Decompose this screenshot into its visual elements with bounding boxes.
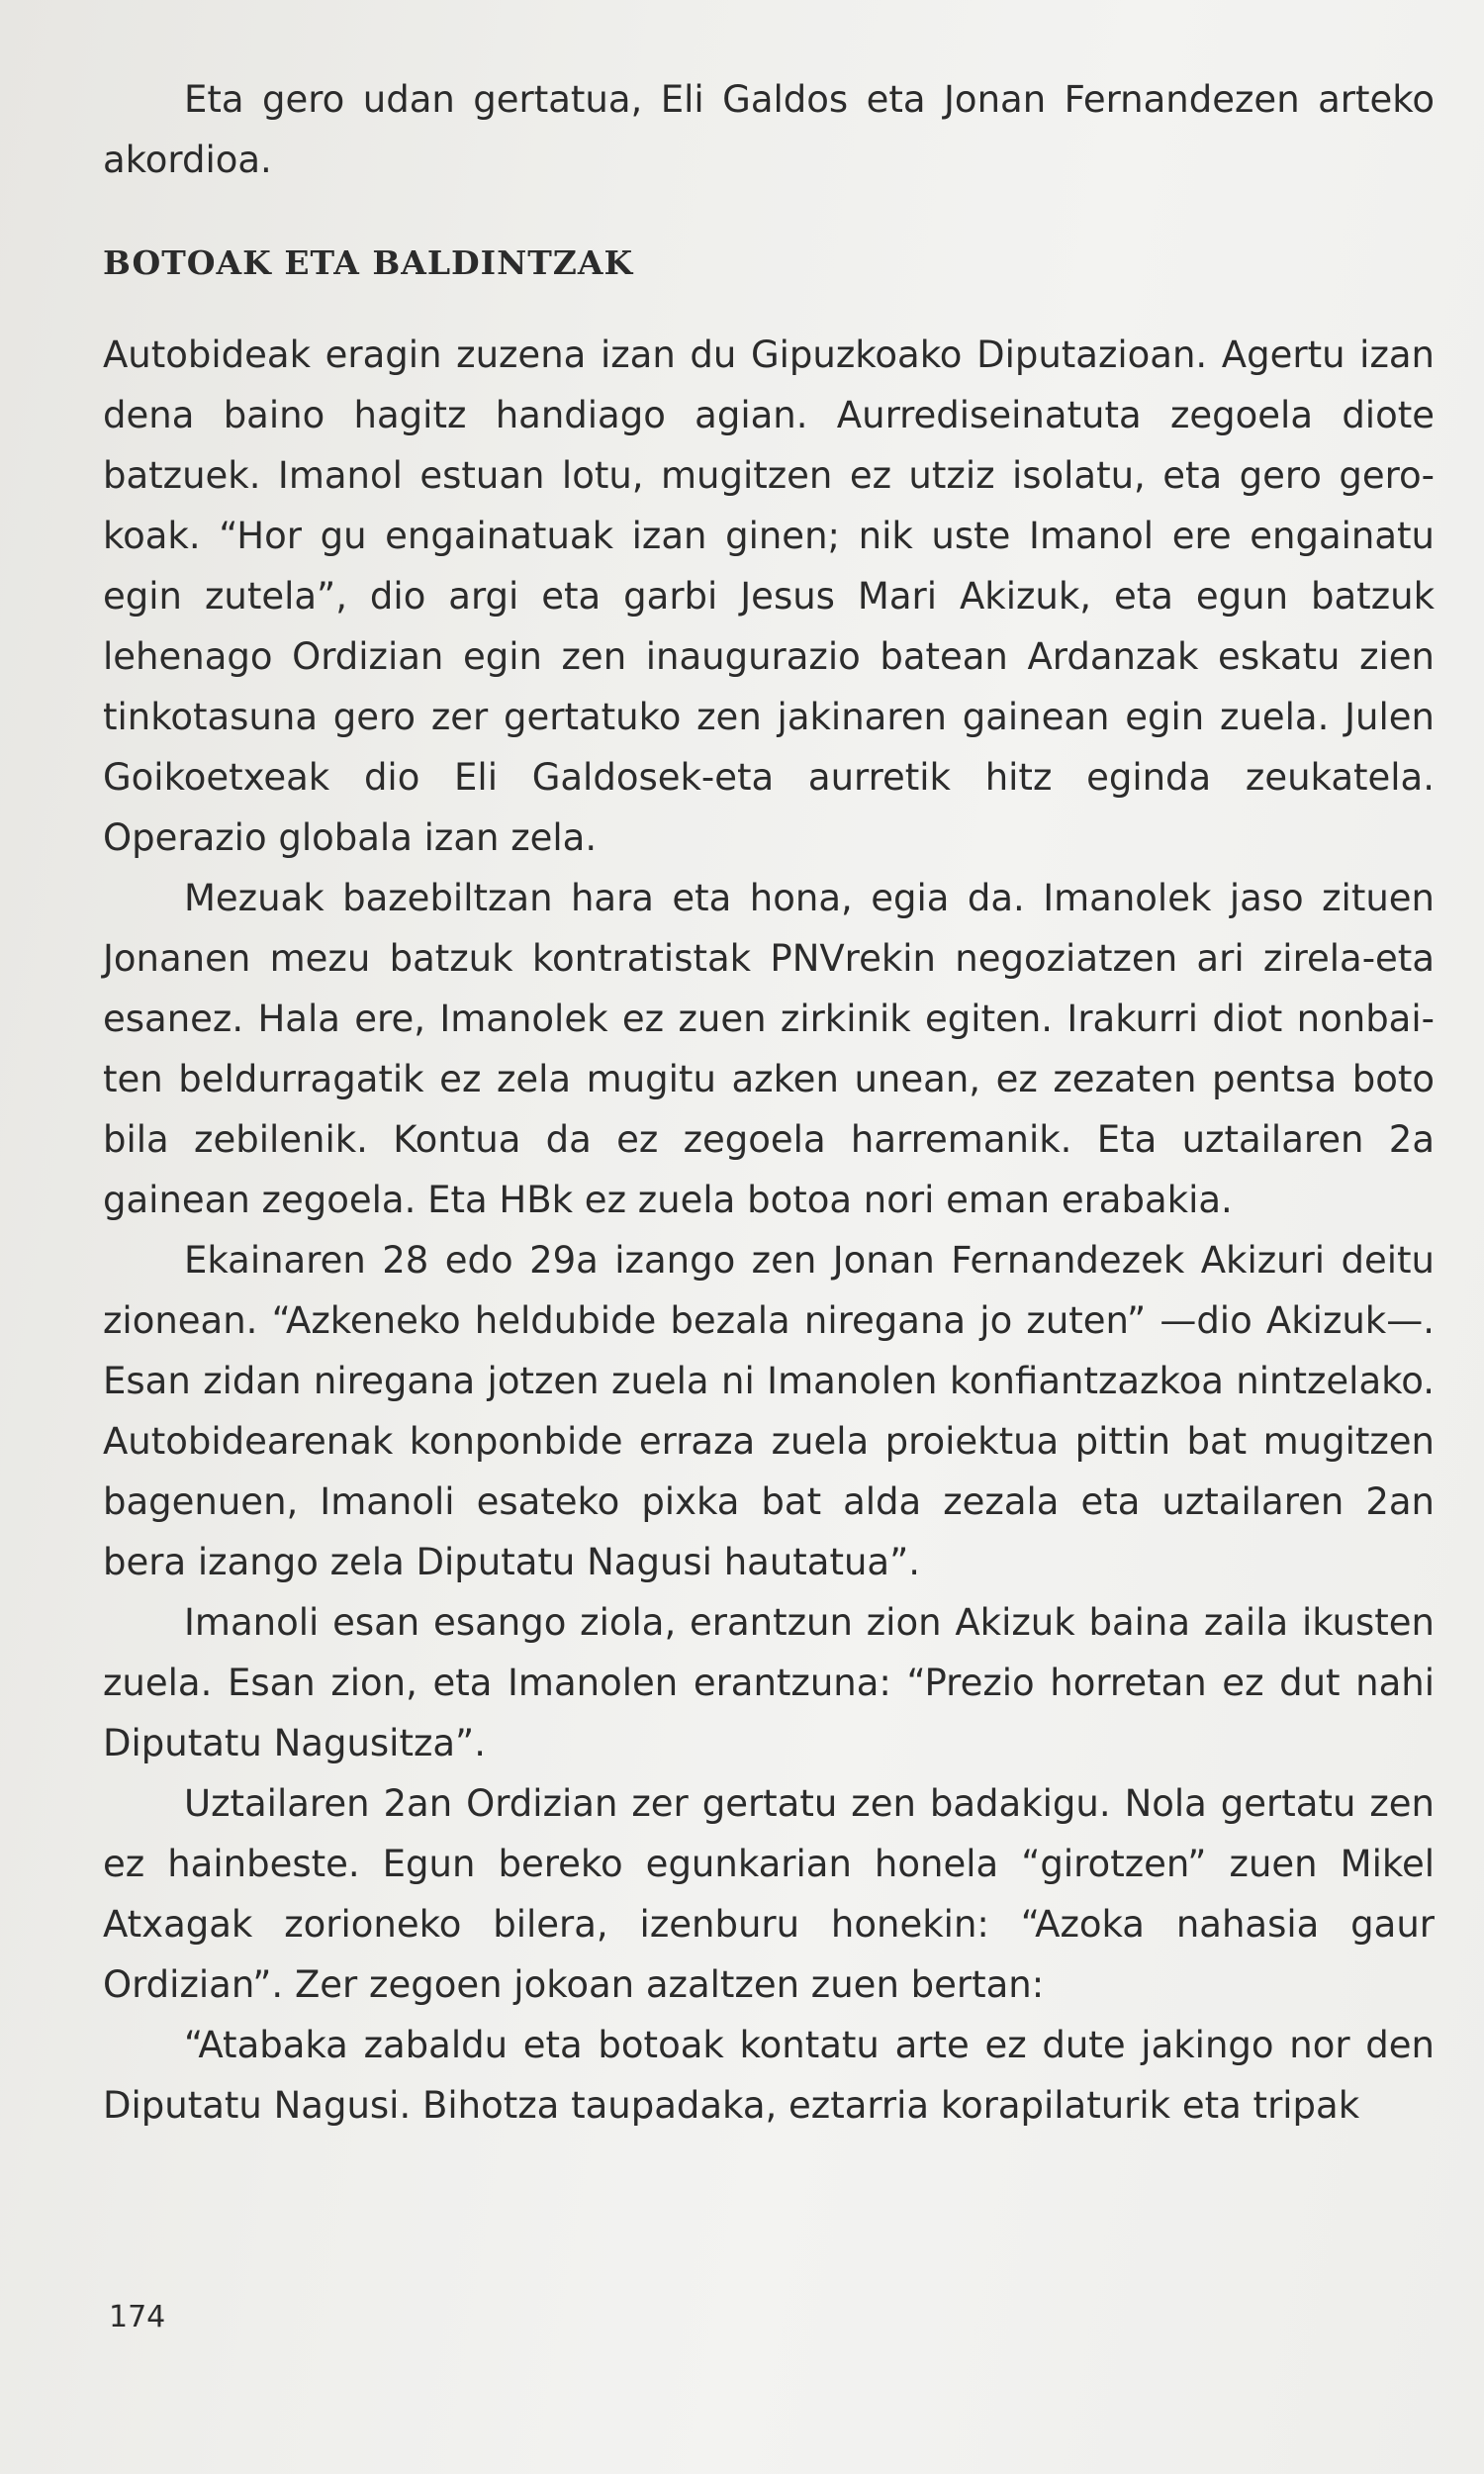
section-heading: BOTOAK ETA BALDINTZAK: [103, 243, 634, 282]
body-paragraph-5: Uztailaren 2an Ordizian zer gertatu zen badakigu. Nola gertatu zen ez hainbeste. Egun bereko egunkarian honela “girotzen” zuen Mikel Atxagak zorioneko bilera, izenburu honekin: “Azoka nahasia gaur Ordizian”. Zer zegoen jokoan azaltzen zuen bertan:: [103, 1782, 1435, 2006]
page-body: [103, 69, 1435, 2136]
body-paragraph-3: Ekainaren 28 edo 29a izango zen Jonan Fernandezek Akizuri deitu zionean. “Azkeneko heldubide bezala niregana jo zuten” —dio Akizuk—. Esan zidan niregana jotzen zuela ni Imanolen konfiantzazkoa nintzelako. Autobidearenak konponbide erraza zuela proiektua pittin bat mugitzen bagenuen, Imanoli esateko pixka bat alda zezala eta uztailaren 2an bera izango zela Diputatu Nagusi hautatua”.: [103, 1239, 1435, 1583]
page-number: 174: [109, 2300, 166, 2334]
intro-paragraph: Eta gero udan gertatua, Eli Galdos eta Jonan Fernandezen arteko akordioa.: [103, 78, 1435, 181]
body-paragraph-6: “Atabaka zabaldu eta botoak kontatu arte ez dute jakingo nor den Diputatu Nagusi. Bihotza taupadaka, eztarria korapilaturik eta tripak: [103, 2024, 1435, 2127]
body-paragraph-2: Mezuak bazebiltzan hara eta hona, egia da. Imanolek jaso zituen Jonanen mezu batzuk kontratistak PNVrekin negoziatzen ari zirela-eta esanez. Hala ere, Imanolek ez zuen zirkinik egiten. Irakurri diot nonbaiten beldurragatik ez zela mugitu azken unean, ez zezaten pentsa boto bila zebilenik. Kontua da ez zegoela harremanik. Eta uztailaren 2a gainean zegoela. Eta HBk ez zuela botoa nori eman erabakia.: [103, 877, 1435, 1221]
body-paragraph-1: Autobideak eragin zuzena izan du Gipuzkoako Diputazioan. Agertu izan dena baino hagitz handiago agian. Aurrediseinatuta zegoela diote batzuek. Imanol estuan lotu, mugitzen ez utziz isolatu, eta gero gerokoak. “Hor gu engainatuak izan ginen; nik uste Imanol ere engainatu egin zutela”, dio argi eta garbi Jesus Mari Akizuk, eta egun batzuk lehenago Ordizian egin zen inaugurazio batean Ardanzak eskatu zien tinkotasuna gero zer gertatuko zen jakinaren gainean egin zuela. Julen Goikoetxeak dio Eli Galdosek-eta aurretik hitz eginda zeukatela. Operazio globala izan zela.: [103, 333, 1435, 859]
body-paragraph-4: Imanoli esan esango ziola, erantzun zion Akizuk baina zaila ikusten zuela. Esan zion, eta Imanolen erantzuna: “Prezio horretan ez dut nahi Diputatu Nagusitza”.: [103, 1601, 1435, 1764]
